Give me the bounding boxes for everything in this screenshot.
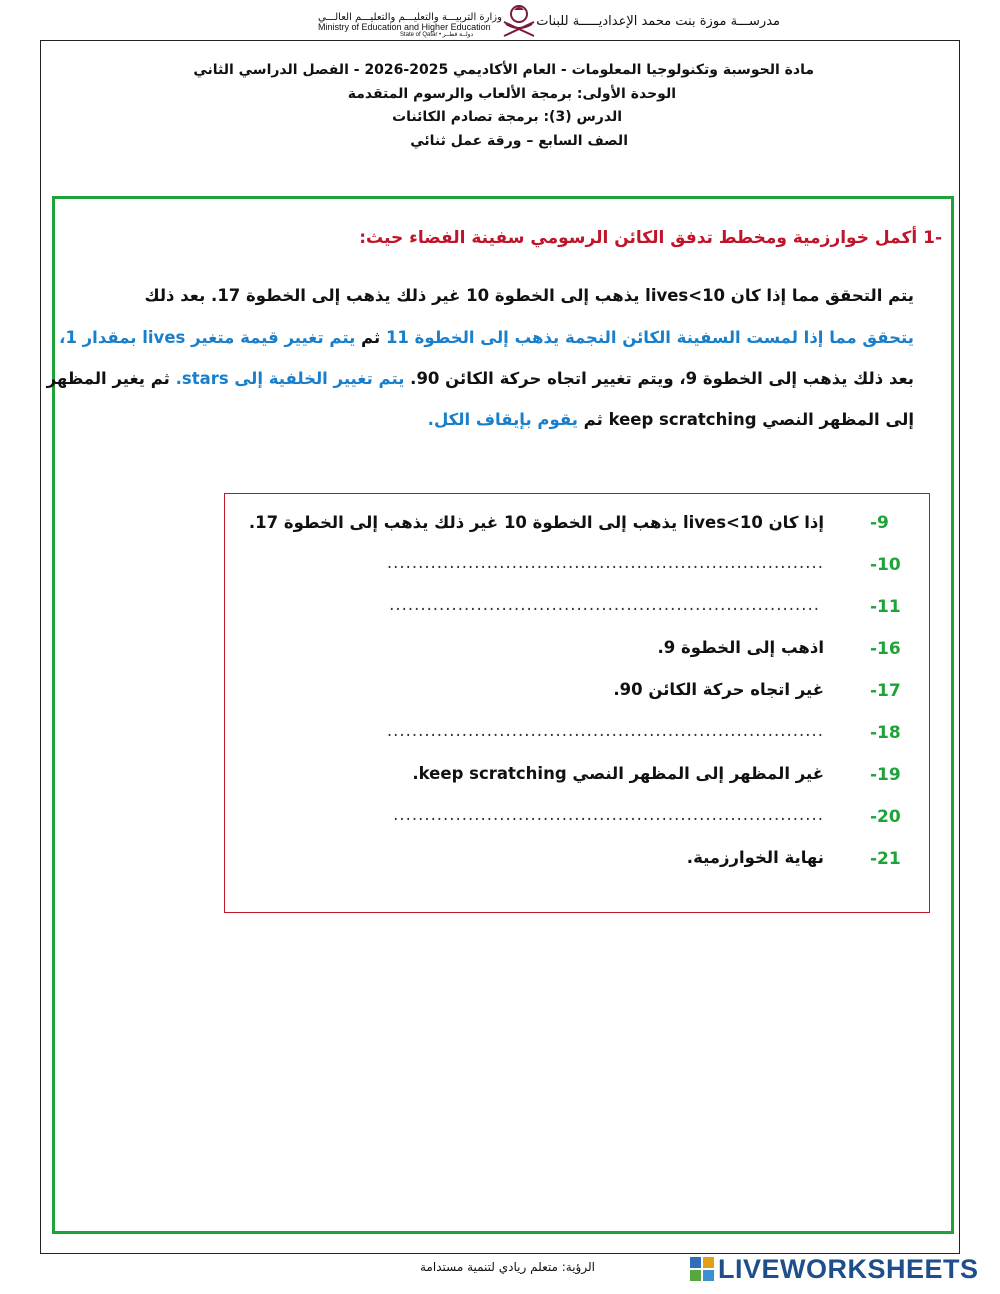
paragraph-text: بعد ذلك يذهب إلى الخطوة 9، ويتم تغيير اتجاه حركة الكائن 90. <box>404 369 914 388</box>
qatar-emblem-icon <box>496 2 542 40</box>
paragraph-text: ثم يغير المظهر <box>46 369 176 388</box>
step-text: اذهب إلى الخطوة 9. <box>657 638 824 657</box>
question-heading <box>359 228 942 248</box>
vision-statement: الرؤية: متعلم ريادي لتنمية مستدامة <box>420 1260 595 1274</box>
grade-title: الصف السابع – ورقة عمل ثنائي <box>410 133 628 149</box>
step-text: إذا كان lives<10 يذهب إلى الخطوة 10 غير ذلك يذهب إلى الخطوة 17. <box>248 513 824 532</box>
ministry-name-arabic: وزارة التربيـــة والتعليـــم والتعليـــم العالـــي <box>318 12 502 23</box>
paragraph-answer-text: يقوم بإيقاف الكل. <box>427 410 578 429</box>
paragraph-line-4 <box>428 410 914 429</box>
step-answer-blank[interactable]: ...................................................................... <box>386 553 824 572</box>
step-number: -9 <box>870 513 889 533</box>
logo-text: LIVEWORKSHEETS <box>718 1253 979 1284</box>
step-text: غير اتجاه حركة الكائن 90. <box>613 680 824 699</box>
step-number: -10 <box>870 555 901 575</box>
step-number: -18 <box>870 723 901 743</box>
paragraph-line-3 <box>47 369 914 388</box>
step-text: نهاية الخوارزمية. <box>686 848 824 867</box>
step-number: -20 <box>870 807 901 827</box>
ministry-name-english: Ministry of Education and Higher Education <box>318 22 491 32</box>
step-number: -19 <box>870 765 901 785</box>
liveworksheets-logo[interactable] <box>690 1254 979 1284</box>
step-number: -21 <box>870 849 901 869</box>
paragraph-answer-text: يتحقق مما إذا لمست السفينة الكائن النجمة يذهب إلى الخطوة 11 <box>385 328 914 347</box>
step-answer-blank[interactable]: ..................................................................... <box>389 595 820 614</box>
logo-blocks-icon <box>690 1257 714 1281</box>
step-answer-blank[interactable]: ...................................................................... <box>386 721 824 740</box>
paragraph-text: ثم <box>355 328 386 347</box>
question-text: أكمل خوارزمية ومخطط تدفق الكائن الرسومي سفينة الفضاء حيث: <box>359 228 918 248</box>
step-number: -16 <box>870 639 901 659</box>
question-number: -1 <box>923 228 942 248</box>
step-answer-blank[interactable]: ..................................................................... <box>393 805 824 824</box>
paragraph-text: إلى المظهر النصي keep scratching ثم <box>577 410 914 429</box>
paragraph-line-2 <box>59 328 914 347</box>
paragraph-answer-text: يتم تغيير قيمة متغير lives بمقدار 1، <box>59 328 356 347</box>
state-label: State of Qatar • دولــة قطــر <box>400 32 474 38</box>
unit-title: الوحدة الأولى: برمجة الألعاب والرسوم المتقدمة <box>347 86 676 102</box>
school-name: مدرســـة موزة بنت محمد الإعداديـــــة للبنات <box>536 14 780 29</box>
subject-title: مادة الحوسبة وتكنولوجيا المعلومات - العام الأكاديمي 2025-2026 - الفصل الدراسي الثاني <box>193 62 814 78</box>
paragraph-line-1: يتم التحقق مما إذا كان lives<10 يذهب إلى الخطوة 10 غير ذلك يذهب إلى الخطوة 17. بعد ذلك <box>144 286 914 305</box>
paragraph-answer-text: يتم تغيير الخلفية إلى stars. <box>175 369 405 388</box>
step-text: غير المظهر إلى المظهر النصي keep scratching. <box>412 764 824 783</box>
lesson-title: الدرس (3): برمجة تصادم الكائنات <box>392 109 622 125</box>
step-number: -17 <box>870 681 901 701</box>
step-number: -11 <box>870 597 901 617</box>
